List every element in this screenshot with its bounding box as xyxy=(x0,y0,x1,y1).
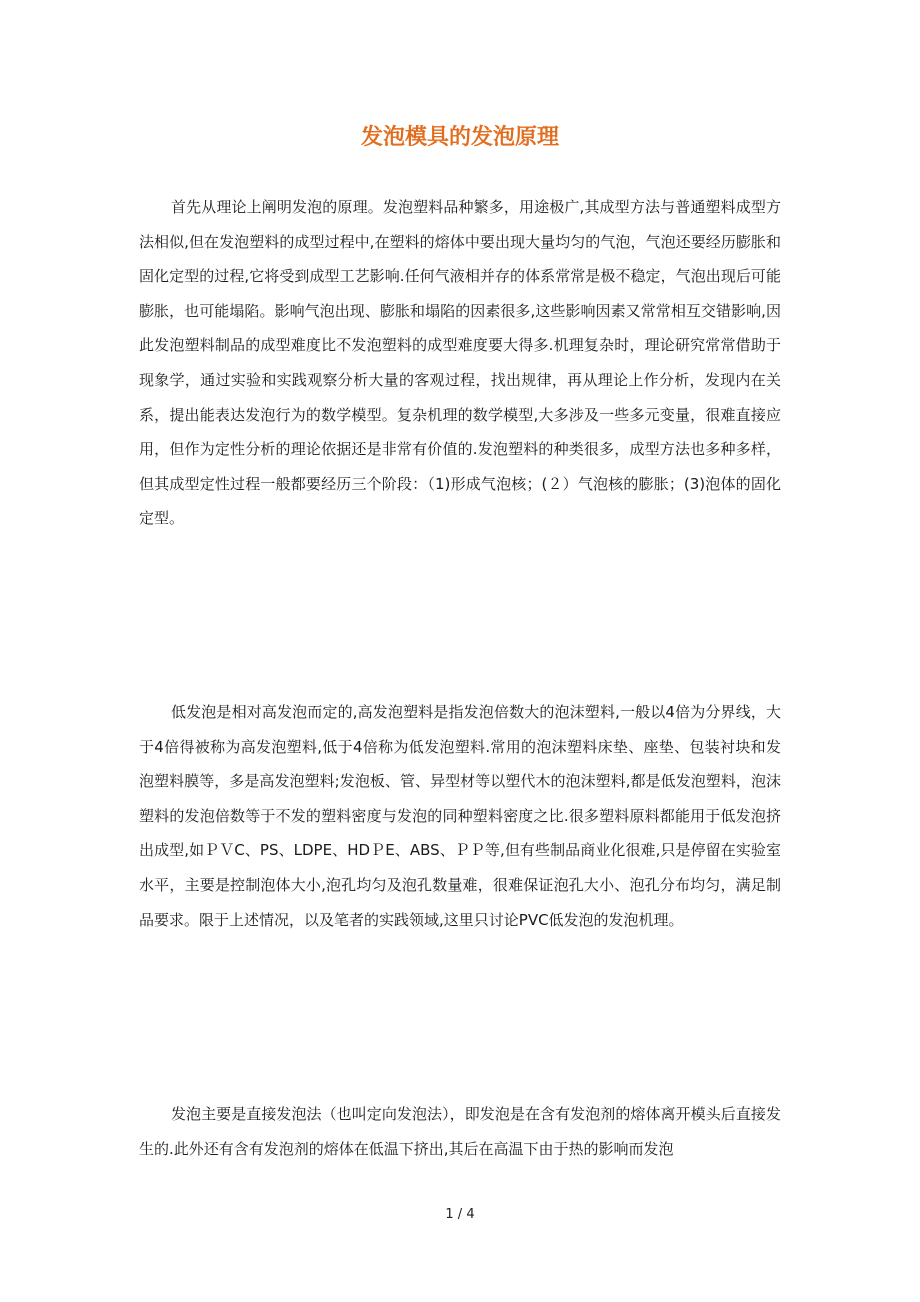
document-title: 发泡模具的发泡原理 xyxy=(360,125,559,150)
paragraph-foaming-principle: 首先从理论上阐明发泡的原理。发泡塑料品种繁多，用途极广,其成型方法与普通塑料成型方法相似,但在发泡塑料的成型过程中,在塑料的熔体中要出现大量均匀的气泡，气泡还要经历膨胀和固化定型的过程,它将受到成型工艺影响.任何气液相并存的体系常常是极不稳定，气泡出现后可能膨胀，也可能塌陷。影响气泡出现、膨胀和塌陷的因素很多,这些影响因素又常常相互交错影响,因此发泡塑料制品的成型难度比不发泡塑料的成型难度要大得多.机理复杂时，理论研究常常借助于现象学，通过实验和实践观察分析大量的客观过程，找出规律，再从理论上作分析，发现内在关系，提出能表达发泡行为的数学模型。复杂机理的数学模型,大多涉及一些多元变量，很难直接应用，但作为定性分析的理论依据还是非常有价值的.发泡塑料的种类很多，成型方法也多种多样，但其成型定性过程一般都要经历三个阶段：（1)形成气泡核；(２）气泡核的膨胀；(3)泡体的固化定型。 xyxy=(139,198,781,528)
paragraph-low-foaming: 低发泡是相对高发泡而定的,高发泡塑料是指发泡倍数大的泡沫塑料,一般以4倍为分界线，大于4倍得被称为高发泡塑料,低于4倍称为低发泡塑料.常用的泡沫塑料床垫、座垫、包装衬块和发泡塑料膜等，多是高发泡塑料;发泡板、管、异型材等以塑代木的泡沫塑料,都是低发泡塑料，泡沫塑料的发泡倍数等于不发的塑料密度与发泡的同种塑料密度之比.很多塑料原料都能用于低发泡挤出成型,如ＰＶC、PS、LDPE、HDＰE、ABS、ＰＰ等,但有些制品商业化很难,只是停留在实验室水平，主要是控制泡体大小,泡孔均匀及泡孔数量难，很难保证泡孔大小、泡孔分布均匀，满足制品要求。限于上述情况，以及笔者的实践领域,这里只讨论PVC低发泡的发泡机理。 xyxy=(139,703,781,929)
paragraph-direct-foaming: 发泡主要是直接发泡法（也叫定向发泡法），即发泡是在含有发泡剂的熔体离开模头后直接发生的.此外还有含有发泡剂的熔体在低温下挤出,其后在高温下由于热的影响而发泡 xyxy=(139,1105,781,1158)
page-indicator: 1 / 4 xyxy=(445,1207,475,1222)
